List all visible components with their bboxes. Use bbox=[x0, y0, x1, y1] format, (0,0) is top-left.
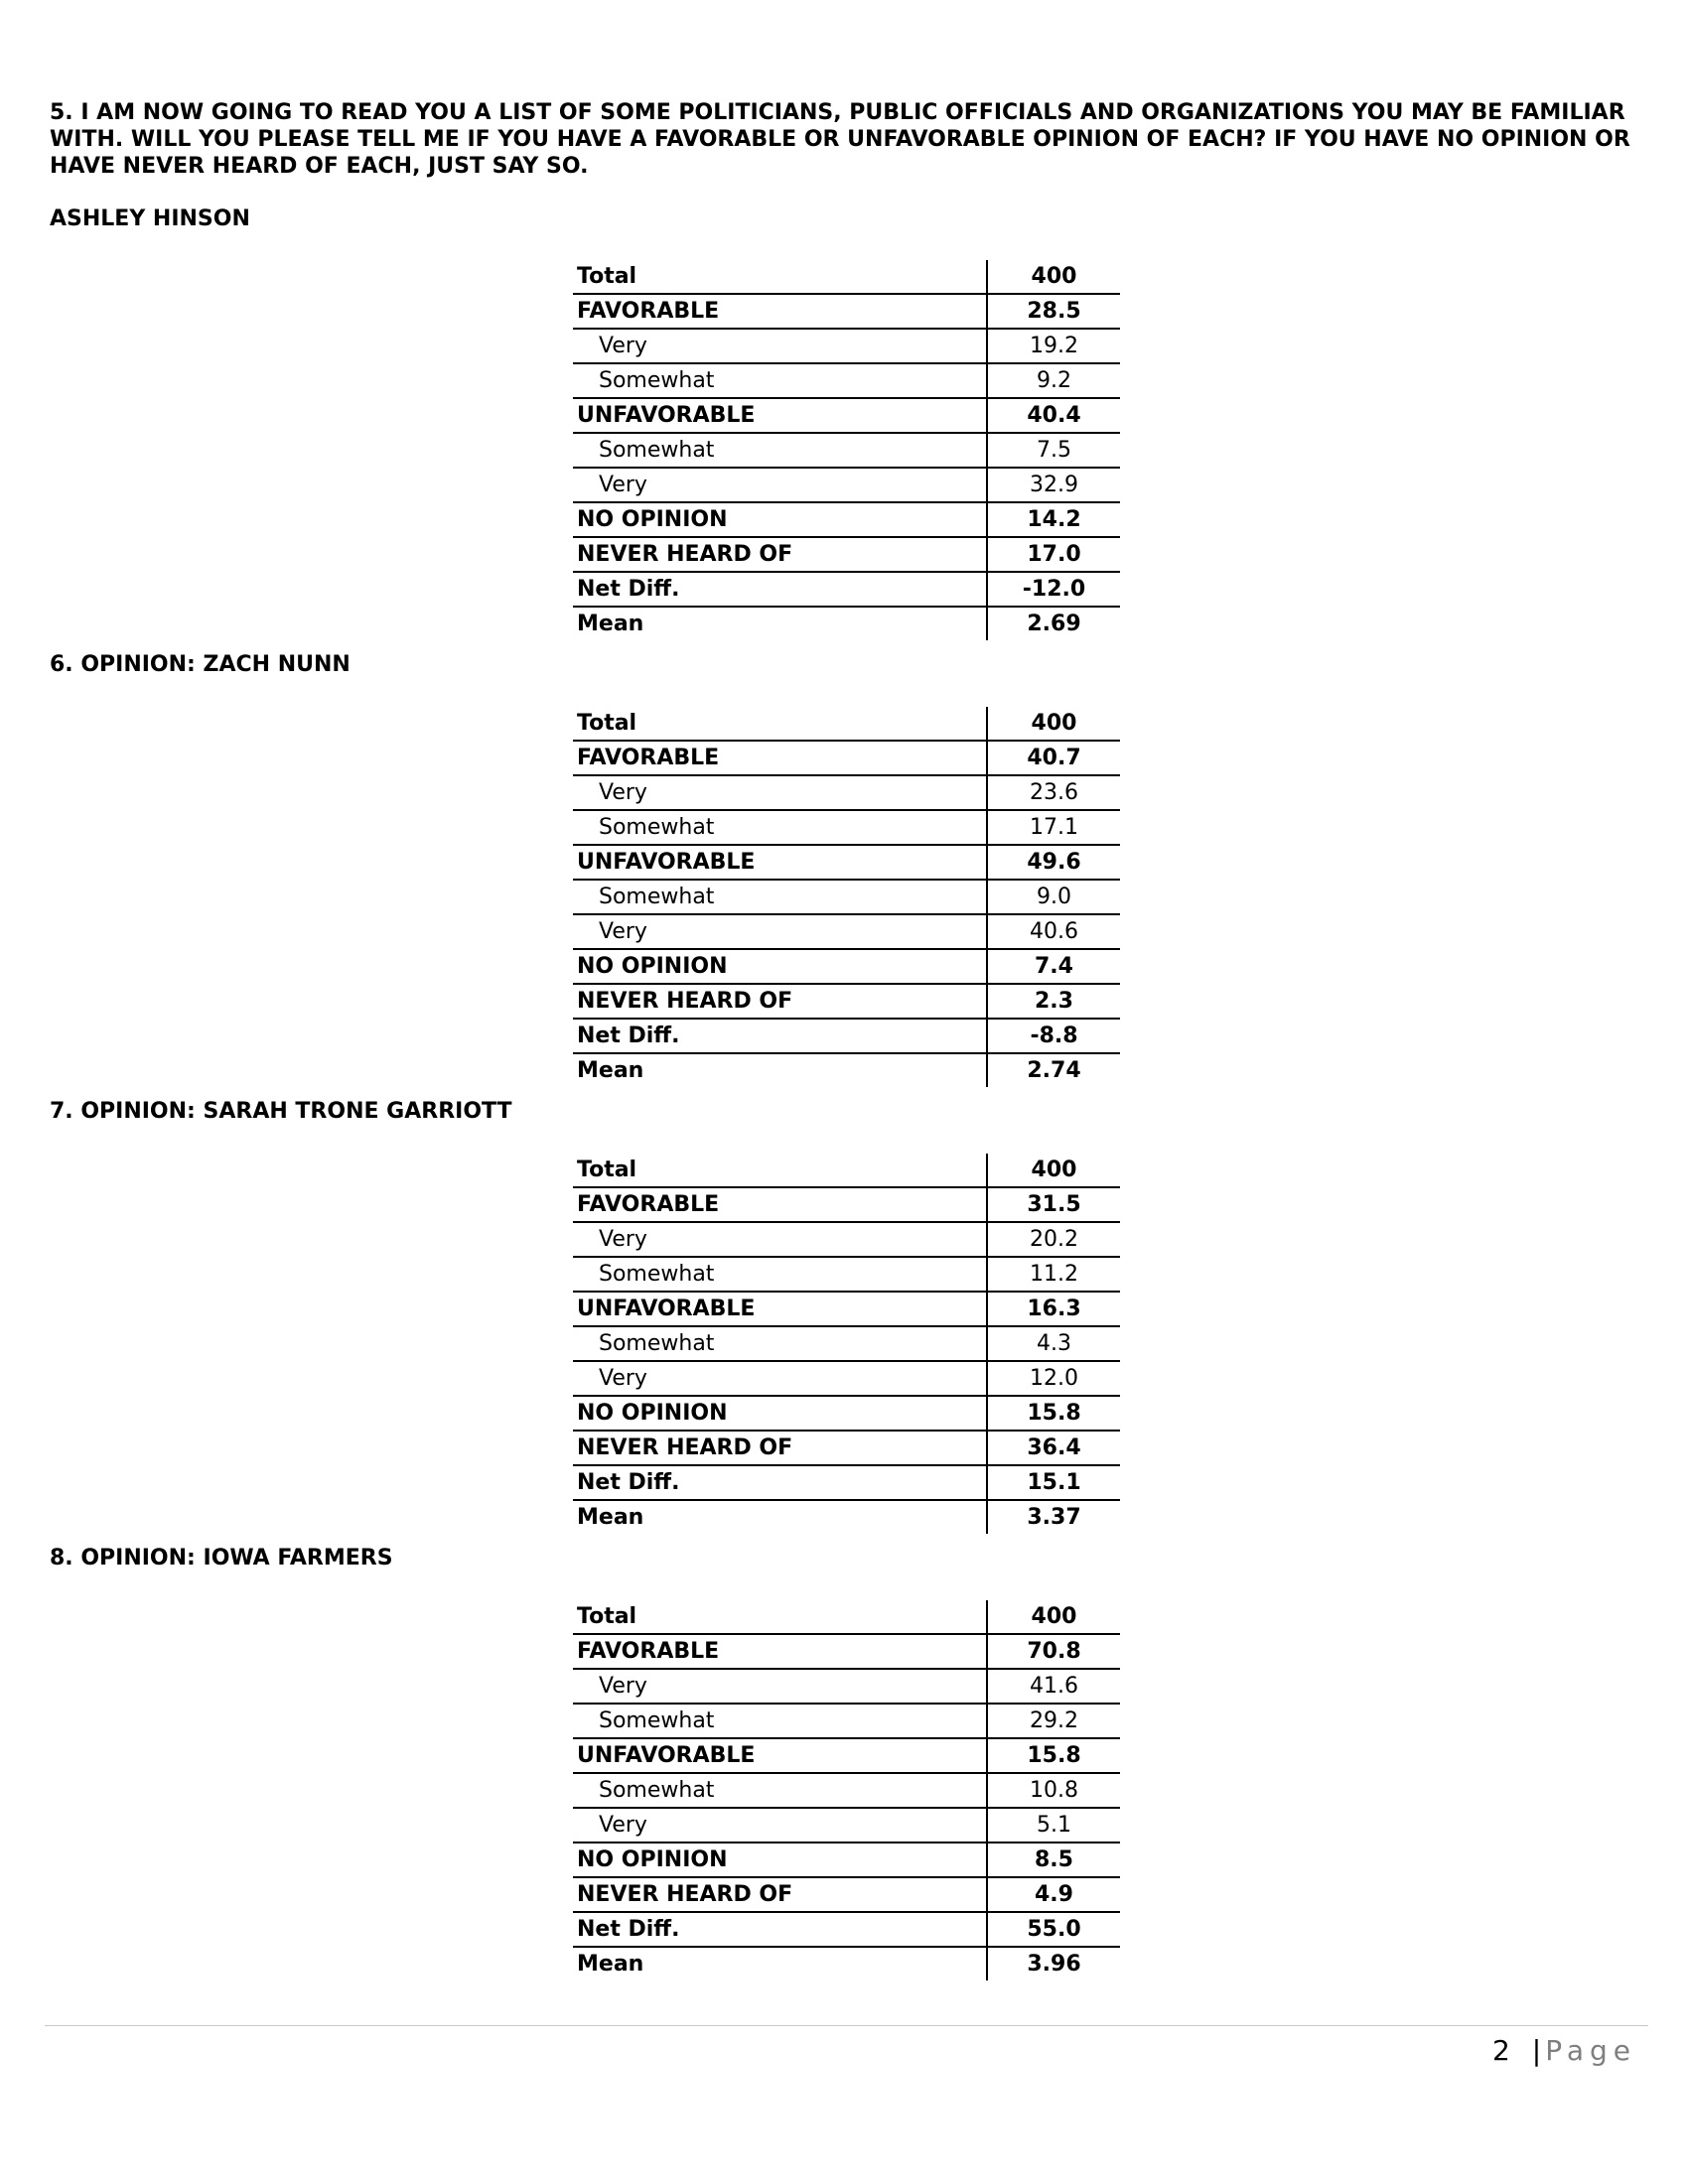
page-label: Page bbox=[1545, 2034, 1636, 2067]
table-row bbox=[573, 845, 1120, 880]
table-row bbox=[573, 1431, 1120, 1465]
table-row bbox=[573, 880, 1120, 914]
row-label: Very bbox=[573, 1808, 987, 1843]
row-label: Somewhat bbox=[573, 1326, 987, 1361]
row-value: -8.8 bbox=[987, 1019, 1120, 1053]
row-label: Total bbox=[573, 1154, 987, 1187]
table-row bbox=[573, 949, 1120, 984]
row-value: 29.2 bbox=[987, 1704, 1120, 1738]
row-value: 8.5 bbox=[987, 1843, 1120, 1877]
table-row bbox=[573, 1912, 1120, 1947]
row-value: 4.9 bbox=[987, 1877, 1120, 1912]
row-label: FAVORABLE bbox=[573, 1634, 987, 1669]
row-value: 40.7 bbox=[987, 741, 1120, 775]
row-value: 23.6 bbox=[987, 775, 1120, 810]
row-value: 15.1 bbox=[987, 1465, 1120, 1500]
row-value: 15.8 bbox=[987, 1738, 1120, 1773]
row-label: Total bbox=[573, 707, 987, 741]
table-row bbox=[573, 1669, 1120, 1704]
row-label: Total bbox=[573, 1600, 987, 1634]
row-label: FAVORABLE bbox=[573, 1187, 987, 1222]
row-value: 36.4 bbox=[987, 1431, 1120, 1465]
table-row bbox=[573, 1326, 1120, 1361]
row-value: 7.4 bbox=[987, 949, 1120, 984]
question-5-subject: ASHLEY HINSON bbox=[50, 206, 250, 231]
row-value: 3.96 bbox=[987, 1947, 1120, 1980]
row-label: NO OPINION bbox=[573, 949, 987, 984]
row-label: Mean bbox=[577, 1505, 644, 1530]
row-value: 41.6 bbox=[987, 1669, 1120, 1704]
row-value: 4.3 bbox=[987, 1326, 1120, 1361]
table-row bbox=[573, 1947, 1120, 1980]
row-label: NEVER HEARD OF bbox=[573, 1431, 987, 1465]
table-row bbox=[573, 1222, 1120, 1257]
table-row bbox=[573, 914, 1120, 949]
row-value: 31.5 bbox=[987, 1187, 1120, 1222]
question-6-heading: 6. OPINION: ZACH NUNN bbox=[50, 652, 351, 677]
row-value: 2.74 bbox=[987, 1053, 1120, 1087]
row-value: 400 bbox=[987, 1600, 1120, 1634]
row-value: 12.0 bbox=[987, 1361, 1120, 1396]
row-label: Somewhat bbox=[573, 810, 987, 845]
crosstab-sarah-trone-garriott bbox=[573, 1154, 1120, 1534]
table-row bbox=[573, 1154, 1120, 1187]
row-label: Mean bbox=[577, 1058, 644, 1083]
row-value: 32.9 bbox=[987, 468, 1120, 502]
row-label: FAVORABLE bbox=[573, 294, 987, 329]
row-value: 9.0 bbox=[987, 880, 1120, 914]
table-row bbox=[573, 1053, 1120, 1087]
table-row bbox=[573, 502, 1120, 537]
row-value: 400 bbox=[987, 707, 1120, 741]
row-value: 40.6 bbox=[987, 914, 1120, 949]
row-label: Net Diff. bbox=[573, 1912, 987, 1947]
table-row bbox=[573, 572, 1120, 607]
crosstab-zach-nunn bbox=[573, 707, 1120, 1087]
row-label: Somewhat bbox=[573, 1704, 987, 1738]
table-row bbox=[573, 294, 1120, 329]
row-value: 9.2 bbox=[987, 363, 1120, 398]
row-label: Somewhat bbox=[573, 1773, 987, 1808]
table-row bbox=[573, 1396, 1120, 1431]
row-label: NO OPINION bbox=[573, 502, 987, 537]
question-7-heading: 7. OPINION: SARAH TRONE GARRIOTT bbox=[50, 1099, 512, 1124]
table-row bbox=[573, 1257, 1120, 1292]
table-row bbox=[573, 1634, 1120, 1669]
row-label: Very bbox=[573, 775, 987, 810]
table-row bbox=[573, 741, 1120, 775]
row-label: Total bbox=[573, 260, 987, 294]
table-row bbox=[573, 260, 1120, 294]
row-value: 400 bbox=[987, 1154, 1120, 1187]
page-footer bbox=[1492, 2033, 1636, 2069]
table-row bbox=[573, 1808, 1120, 1843]
table-row bbox=[573, 1877, 1120, 1912]
table-row bbox=[573, 398, 1120, 433]
row-value: 40.4 bbox=[987, 398, 1120, 433]
row-label: Net Diff. bbox=[573, 572, 987, 607]
row-label: Very bbox=[573, 1669, 987, 1704]
row-value: 5.1 bbox=[987, 1808, 1120, 1843]
table-row bbox=[573, 1704, 1120, 1738]
row-label: Very bbox=[573, 1361, 987, 1396]
row-value: 17.1 bbox=[987, 810, 1120, 845]
crosstab-ashley-hinson bbox=[573, 260, 1120, 640]
footer-separator: | bbox=[1531, 2034, 1542, 2067]
row-label: Mean bbox=[577, 1952, 644, 1977]
row-label: Somewhat bbox=[573, 880, 987, 914]
table-row bbox=[573, 1465, 1120, 1500]
row-value: 49.6 bbox=[987, 845, 1120, 880]
table-row bbox=[573, 468, 1120, 502]
row-label: UNFAVORABLE bbox=[573, 1738, 987, 1773]
table-row bbox=[573, 1843, 1120, 1877]
row-value: 2.69 bbox=[987, 607, 1120, 640]
table-row bbox=[573, 1500, 1120, 1534]
row-value: 2.3 bbox=[987, 984, 1120, 1019]
table-row bbox=[573, 1187, 1120, 1222]
row-label: UNFAVORABLE bbox=[573, 398, 987, 433]
row-label: NEVER HEARD OF bbox=[573, 1877, 987, 1912]
row-label: Very bbox=[573, 1222, 987, 1257]
row-label: NO OPINION bbox=[573, 1843, 987, 1877]
row-value: 55.0 bbox=[987, 1912, 1120, 1947]
row-value: 16.3 bbox=[987, 1292, 1120, 1326]
row-label: UNFAVORABLE bbox=[573, 845, 987, 880]
row-value: 400 bbox=[987, 260, 1120, 294]
row-label: NEVER HEARD OF bbox=[573, 537, 987, 572]
row-value: 14.2 bbox=[987, 502, 1120, 537]
row-value: -12.0 bbox=[987, 572, 1120, 607]
row-value: 19.2 bbox=[987, 329, 1120, 363]
row-value: 15.8 bbox=[987, 1396, 1120, 1431]
row-label: Net Diff. bbox=[573, 1465, 987, 1500]
footer-divider bbox=[45, 2025, 1648, 2026]
row-value: 17.0 bbox=[987, 537, 1120, 572]
table-row bbox=[573, 1019, 1120, 1053]
table-row bbox=[573, 363, 1120, 398]
row-label: Very bbox=[573, 914, 987, 949]
crosstab-iowa-farmers bbox=[573, 1600, 1120, 1980]
row-value: 7.5 bbox=[987, 433, 1120, 468]
question-8-heading: 8. OPINION: IOWA FARMERS bbox=[50, 1546, 393, 1570]
table-row bbox=[573, 329, 1120, 363]
page-number: 2 bbox=[1491, 2034, 1510, 2067]
row-label: Somewhat bbox=[573, 363, 987, 398]
row-label: NO OPINION bbox=[573, 1396, 987, 1431]
row-value: 11.2 bbox=[987, 1257, 1120, 1292]
row-label: Net Diff. bbox=[573, 1019, 987, 1053]
row-label: Mean bbox=[577, 612, 644, 636]
table-row bbox=[573, 1292, 1120, 1326]
table-row bbox=[573, 607, 1120, 640]
row-value: 70.8 bbox=[987, 1634, 1120, 1669]
row-label: Very bbox=[573, 468, 987, 502]
question-5-text: 5. I AM NOW GOING TO READ YOU A LIST OF SOME POLITICIANS, PUBLIC OFFICIALS AND ORGANIZATIONS YOU MAY BE FAMILIAR WITH. WILL YOU PLEASE TELL ME IF YOU HAVE A FAVORABLE OR UNFAVORABLE OPINION OF EACH? IF YOU HAVE NO OPINION OR HAVE NEVER HEARD OF EACH, JUST SAY SO. bbox=[50, 100, 1630, 179]
row-value: 3.37 bbox=[987, 1500, 1120, 1534]
row-label: FAVORABLE bbox=[573, 741, 987, 775]
table-row bbox=[573, 1738, 1120, 1773]
table-row bbox=[573, 984, 1120, 1019]
row-value: 10.8 bbox=[987, 1773, 1120, 1808]
table-row bbox=[573, 1773, 1120, 1808]
table-row bbox=[573, 775, 1120, 810]
row-value: 20.2 bbox=[987, 1222, 1120, 1257]
row-label: Somewhat bbox=[573, 1257, 987, 1292]
table-row bbox=[573, 537, 1120, 572]
row-label: Very bbox=[573, 329, 987, 363]
row-label: UNFAVORABLE bbox=[573, 1292, 987, 1326]
row-label: Somewhat bbox=[573, 433, 987, 468]
table-row bbox=[573, 1361, 1120, 1396]
table-row bbox=[573, 707, 1120, 741]
row-value: 28.5 bbox=[987, 294, 1120, 329]
table-row bbox=[573, 1600, 1120, 1634]
table-row bbox=[573, 810, 1120, 845]
table-row bbox=[573, 433, 1120, 468]
row-label: NEVER HEARD OF bbox=[573, 984, 987, 1019]
